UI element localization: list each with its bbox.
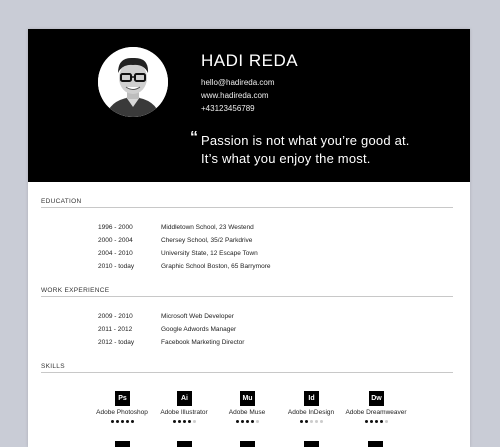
- skill-dot-filled: [251, 420, 254, 423]
- skill-dot-filled: [236, 420, 239, 423]
- education-place: Chersey School, 35/2 Parkdrive: [161, 237, 253, 244]
- education-date: 2004 - 2010: [98, 250, 133, 257]
- work-section-title: WORK EXPERIENCE: [41, 287, 110, 294]
- skill-label: Adobe Photoshop: [96, 409, 148, 416]
- work-role: Google Adwords Manager: [161, 326, 237, 333]
- skill-icon: Dw: [369, 391, 384, 406]
- skill-dot-filled: [380, 420, 383, 423]
- skill-dot-empty: [310, 420, 313, 423]
- work-date: 2011 - 2012: [98, 326, 133, 333]
- skill-dot-empty: [256, 420, 259, 423]
- education-date: 1996 - 2000: [98, 224, 133, 231]
- skill-dot-filled: [111, 420, 114, 423]
- skill-label: Adobe Dreamweaver: [345, 409, 407, 416]
- education-date: 2000 - 2004: [98, 237, 133, 244]
- skill-level-rating: [154, 420, 214, 425]
- skill-dot-filled: [121, 420, 124, 423]
- person-name: HADI REDA: [201, 51, 299, 70]
- skill-dot-empty: [320, 420, 323, 423]
- skills-divider: [41, 372, 453, 373]
- skill-icon-partial: [240, 441, 255, 447]
- skill-dot-empty: [385, 420, 388, 423]
- skill-dot-filled: [246, 420, 249, 423]
- skill-label: Adobe InDesign: [287, 409, 335, 416]
- skill-level-rating: [92, 420, 152, 425]
- education-section-title: EDUCATION: [41, 198, 82, 205]
- work-role: Microsoft Web Developer: [161, 313, 234, 320]
- skill-label: Adobe Muse: [228, 409, 266, 416]
- education-date: 2010 - today: [98, 263, 135, 270]
- skill-dot-filled: [116, 420, 119, 423]
- education-place: University State, 12 Escape Town: [161, 250, 258, 257]
- skill-dot-filled: [131, 420, 134, 423]
- work-divider: [41, 296, 453, 297]
- website-text[interactable]: www.hadireda.com: [201, 91, 269, 100]
- phone-text: +43123456789: [201, 104, 255, 113]
- skill-dot-filled: [370, 420, 373, 423]
- skill-icon: Mu: [240, 391, 255, 406]
- skill-dot-empty: [193, 420, 196, 423]
- resume-page: [28, 29, 470, 447]
- skill-icon: Ai: [177, 391, 192, 406]
- quote-line-2: It’s what you enjoy the most.: [201, 151, 371, 166]
- skill-icon-partial: [115, 441, 130, 447]
- skill-level-rating: [281, 420, 341, 425]
- skills-section-title: SKILLS: [41, 363, 65, 370]
- skill-icon-partial: [304, 441, 319, 447]
- quote-mark-icon: “: [190, 129, 198, 146]
- skill-dot-filled: [183, 420, 186, 423]
- skill-dot-filled: [305, 420, 308, 423]
- work-date: 2012 - today: [98, 339, 135, 346]
- skill-dot-filled: [173, 420, 176, 423]
- skill-icon-partial: [368, 441, 383, 447]
- skill-dot-filled: [365, 420, 368, 423]
- email-text[interactable]: hello@hadireda.com: [201, 78, 275, 87]
- skill-dot-filled: [178, 420, 181, 423]
- quote-line-1: Passion is not what you’re good at.: [201, 133, 410, 148]
- skill-icon: Ps: [115, 391, 130, 406]
- work-role: Facebook Marketing Director: [161, 339, 245, 346]
- profile-photo: [98, 47, 168, 117]
- skill-icon-partial: [177, 441, 192, 447]
- skill-dot-filled: [188, 420, 191, 423]
- education-place: Middletown School, 23 Westend: [161, 224, 254, 231]
- skill-dot-filled: [241, 420, 244, 423]
- skill-level-rating: [346, 420, 406, 425]
- skill-dot-filled: [126, 420, 129, 423]
- education-place: Graphic School Boston, 65 Barrymore: [161, 263, 271, 270]
- skill-level-rating: [217, 420, 277, 425]
- resume-header: [28, 29, 470, 182]
- skill-icon: Id: [304, 391, 319, 406]
- work-date: 2009 - 2010: [98, 313, 133, 320]
- skill-dot-filled: [375, 420, 378, 423]
- education-divider: [41, 207, 453, 208]
- skill-label: Adobe Illustrator: [160, 409, 208, 416]
- skill-dot-empty: [315, 420, 318, 423]
- skill-dot-filled: [300, 420, 303, 423]
